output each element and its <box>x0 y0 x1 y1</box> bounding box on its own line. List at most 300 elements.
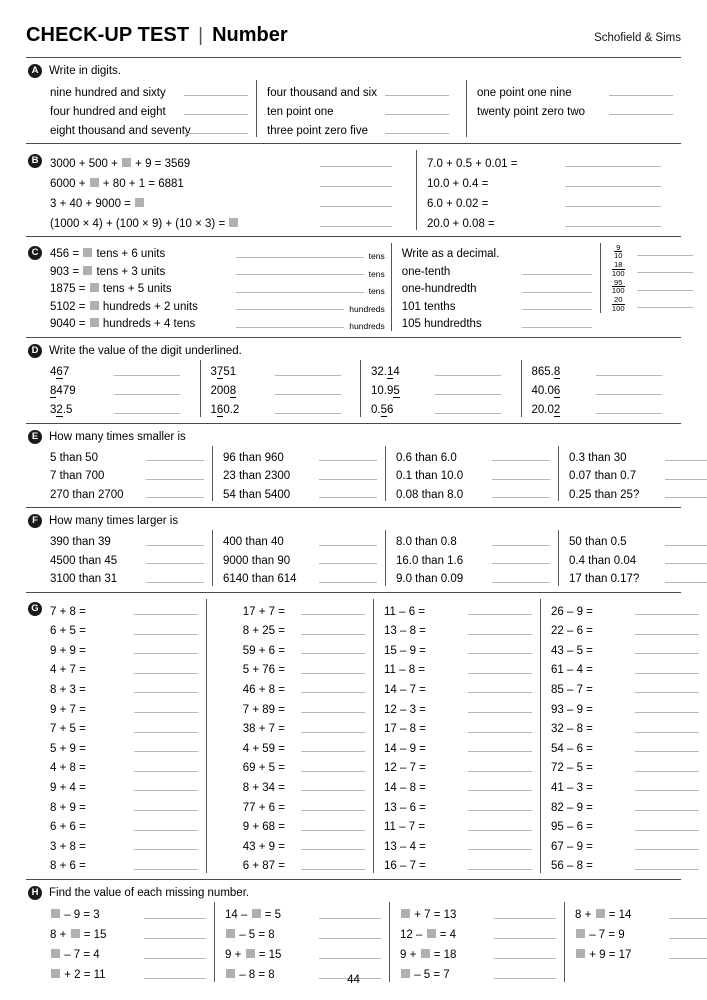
underlined-digit: 2 <box>553 404 561 416</box>
question-text: 7 than 700 <box>50 470 105 482</box>
answer-blank[interactable] <box>134 663 198 674</box>
answer-blank[interactable] <box>301 780 365 791</box>
question-text: 14 – 8 = <box>384 781 426 794</box>
question-row <box>384 755 534 775</box>
section-e-head <box>26 430 681 444</box>
answer-blank[interactable] <box>522 299 592 310</box>
underlined-digit: 8 <box>50 385 57 397</box>
answer-blank[interactable] <box>146 487 204 498</box>
answer-blank[interactable] <box>635 741 699 752</box>
answer-blank[interactable] <box>275 403 341 414</box>
question-row <box>50 814 200 834</box>
missing-number-box[interactable] <box>226 929 235 938</box>
answer-blank[interactable] <box>435 403 501 414</box>
question-row <box>402 278 594 296</box>
answer-blank[interactable] <box>301 663 365 674</box>
question-text: 6000 + + 80 + 1 = 6881 <box>50 177 184 190</box>
answer-blank[interactable] <box>301 820 365 831</box>
question-row <box>50 696 200 716</box>
answer-blank[interactable] <box>665 553 707 564</box>
question-row <box>402 261 594 279</box>
answer-blank[interactable] <box>635 682 699 693</box>
question-text: 8.0 than 0.8 <box>396 536 457 548</box>
question-row <box>50 296 385 314</box>
section-e-column-4 <box>558 446 707 502</box>
question-text: + 2 = 11 <box>50 969 136 982</box>
question-row <box>569 567 707 586</box>
missing-number-box[interactable] <box>576 949 585 958</box>
answer-blank[interactable] <box>565 156 661 167</box>
answer-blank[interactable] <box>319 450 377 461</box>
answer-blank[interactable] <box>468 624 532 635</box>
missing-number-box[interactable] <box>576 929 585 938</box>
answer-blank[interactable] <box>468 800 532 811</box>
answer-blank[interactable] <box>596 403 662 414</box>
question-row <box>427 150 675 170</box>
question-row <box>50 313 385 331</box>
answer-blank[interactable] <box>320 176 392 187</box>
question-text: 46 + 8 = <box>242 683 285 696</box>
question-row <box>50 716 200 736</box>
answer-blank[interactable] <box>637 280 693 291</box>
answer-blank[interactable] <box>320 156 392 167</box>
underlined-digit: 1 <box>387 366 394 378</box>
question-row <box>400 902 558 922</box>
missing-number-box[interactable] <box>229 218 238 227</box>
section-c-columns <box>26 243 681 331</box>
answer-blank[interactable] <box>492 450 550 461</box>
answer-blank[interactable] <box>637 262 693 273</box>
section-d-column-1 <box>50 360 200 417</box>
answer-blank[interactable] <box>492 487 550 498</box>
answer-blank[interactable] <box>301 604 365 615</box>
question-text: 13 – 6 = <box>384 801 426 814</box>
missing-number-box[interactable] <box>401 909 410 918</box>
question-row <box>223 549 379 568</box>
answer-blank[interactable] <box>134 800 198 811</box>
answer-blank[interactable] <box>468 682 532 693</box>
question-row <box>211 360 355 379</box>
question-text: 7 + 5 = <box>50 723 86 736</box>
answer-blank[interactable] <box>635 761 699 772</box>
answer-blank[interactable] <box>134 780 198 791</box>
section-badge-b: B <box>28 154 42 168</box>
question-row <box>217 834 367 854</box>
question-text: 67 – 9 = <box>551 840 593 853</box>
question-text: 9 + 7 = <box>50 703 86 716</box>
question-row <box>396 567 552 586</box>
question-text: 41 – 3 = <box>551 781 593 794</box>
answer-blank[interactable] <box>134 604 198 615</box>
answer-blank[interactable] <box>565 176 661 187</box>
question-row <box>384 853 534 873</box>
question-row <box>371 398 515 417</box>
question-text: 95 – 6 = <box>551 821 593 834</box>
question-row <box>371 379 515 398</box>
section-c-column-left <box>50 243 391 331</box>
answer-blank[interactable] <box>134 741 198 752</box>
question-row <box>217 853 367 873</box>
answer-blank[interactable] <box>468 839 532 850</box>
answer-blank[interactable] <box>635 604 699 615</box>
section-e-column-2 <box>212 446 385 502</box>
answer-blank[interactable] <box>468 820 532 831</box>
answer-blank[interactable] <box>319 908 381 919</box>
answer-blank[interactable] <box>319 469 377 480</box>
missing-number-box[interactable] <box>71 929 80 938</box>
answer-blank[interactable] <box>144 948 206 959</box>
answer-blank[interactable] <box>635 663 699 674</box>
section-c <box>26 237 681 338</box>
answer-blank[interactable] <box>669 948 707 959</box>
answer-blank[interactable] <box>134 839 198 850</box>
question-text: 3000 + 500 + + 9 = 3569 <box>50 157 191 170</box>
missing-number-box[interactable] <box>90 301 99 310</box>
answer-blank[interactable] <box>665 450 707 461</box>
answer-blank[interactable] <box>637 297 693 308</box>
answer-blank[interactable] <box>320 216 392 227</box>
underlined-digit: 8 <box>553 366 561 378</box>
answer-blank[interactable] <box>146 469 204 480</box>
question-text: 7.0 + 0.5 + 0.01 = <box>426 157 518 170</box>
answer-blank[interactable] <box>468 604 532 615</box>
missing-number-box[interactable] <box>90 318 99 327</box>
question-text: + 9 = 17 <box>575 949 661 962</box>
question-row <box>396 549 552 568</box>
section-a-head <box>26 64 681 78</box>
answer-blank[interactable] <box>635 624 699 635</box>
answer-blank[interactable] <box>146 535 204 546</box>
answer-blank[interactable] <box>635 780 699 791</box>
question-text: 270 than 2700 <box>50 488 124 501</box>
missing-number-box[interactable] <box>51 949 60 958</box>
question-row <box>551 853 701 873</box>
answer-blank[interactable] <box>635 839 699 850</box>
answer-blank[interactable] <box>609 104 673 115</box>
question-text: 59 + 6 = <box>242 644 285 657</box>
answer-blank[interactable] <box>665 487 707 498</box>
question-row <box>396 483 552 502</box>
answer-blank[interactable] <box>275 365 341 376</box>
question-row <box>575 902 707 922</box>
question-row <box>50 360 194 379</box>
answer-blank[interactable] <box>468 722 532 733</box>
question-row <box>50 170 410 190</box>
question-text: 17 + 7 = <box>242 605 285 618</box>
answer-blank[interactable] <box>596 365 662 376</box>
answer-blank[interactable] <box>665 535 707 546</box>
question-row <box>384 599 534 619</box>
answer-blank[interactable] <box>134 643 198 654</box>
answer-blank[interactable] <box>435 365 501 376</box>
question-text: 8 + 3 = <box>50 683 86 696</box>
answer-blank[interactable] <box>301 624 365 635</box>
answer-blank[interactable] <box>635 820 699 831</box>
question-row <box>50 736 200 756</box>
fraction-denominator: 10 <box>614 251 623 261</box>
answer-blank[interactable] <box>301 859 365 870</box>
question-text: 0.3 than 30 <box>569 451 627 464</box>
answer-blank[interactable] <box>492 572 550 583</box>
question-text: 5102 = hundreds + 2 units <box>50 300 198 313</box>
question-text: 5 + 76 = <box>242 664 285 677</box>
answer-blank[interactable] <box>492 469 550 480</box>
section-h-column-3 <box>389 902 564 982</box>
section-g-column-2 <box>206 599 373 873</box>
answer-blank[interactable] <box>301 702 365 713</box>
question-text: 467 <box>50 366 70 378</box>
question-row <box>551 677 701 697</box>
question-text: 4500 than 45 <box>50 554 118 567</box>
section-d <box>26 338 681 424</box>
answer-blank[interactable] <box>114 384 180 395</box>
answer-blank[interactable] <box>468 741 532 752</box>
answer-blank[interactable] <box>146 553 204 564</box>
answer-blank[interactable] <box>236 264 364 275</box>
answer-blank[interactable] <box>635 643 699 654</box>
answer-blank[interactable] <box>236 282 364 293</box>
question-row <box>50 99 250 118</box>
question-row <box>384 716 534 736</box>
answer-blank[interactable] <box>114 365 180 376</box>
question-row <box>50 398 194 417</box>
answer-blank[interactable] <box>301 643 365 654</box>
answer-blank[interactable] <box>184 123 248 134</box>
missing-number-box[interactable] <box>252 909 261 918</box>
question-row <box>551 736 701 756</box>
question-text: 6.0 + 0.02 = <box>426 197 489 210</box>
answer-blank[interactable] <box>275 384 341 395</box>
answer-blank[interactable] <box>236 317 344 328</box>
answer-blank[interactable] <box>319 948 381 959</box>
question-row <box>551 775 701 795</box>
answer-blank[interactable] <box>494 908 556 919</box>
answer-blank[interactable] <box>301 761 365 772</box>
question-text: 5 + 9 = <box>50 742 86 755</box>
answer-blank[interactable] <box>301 722 365 733</box>
answer-blank[interactable] <box>635 702 699 713</box>
missing-number-box[interactable] <box>83 266 92 275</box>
answer-blank[interactable] <box>468 643 532 654</box>
section-g <box>26 593 681 880</box>
question-text: 0.07 than 0.7 <box>569 470 637 482</box>
question-row <box>551 814 701 834</box>
section-h-columns <box>26 902 681 982</box>
answer-blank[interactable] <box>492 553 550 564</box>
section-e-columns <box>26 446 681 502</box>
answer-blank[interactable] <box>609 85 673 96</box>
question-row <box>384 834 534 854</box>
question-text: 13 – 8 = <box>384 625 426 638</box>
answer-blank[interactable] <box>468 663 532 674</box>
answer-blank[interactable] <box>468 702 532 713</box>
question-text: 16 – 7 = <box>384 860 426 873</box>
question-row <box>50 118 250 137</box>
question-row <box>551 755 701 775</box>
section-a-instruction: Write in digits. <box>49 65 122 77</box>
question-row <box>575 942 707 962</box>
answer-blank[interactable] <box>494 948 556 959</box>
question-text: 61 – 4 = <box>551 664 593 677</box>
answer-blank[interactable] <box>435 384 501 395</box>
answer-blank[interactable] <box>319 928 381 939</box>
answer-blank[interactable] <box>144 908 206 919</box>
section-f-column-1 <box>50 530 212 586</box>
question-text: 20.02 <box>531 404 561 416</box>
answer-blank[interactable] <box>134 682 198 693</box>
answer-blank[interactable] <box>134 702 198 713</box>
answer-blank[interactable] <box>522 282 592 293</box>
answer-blank[interactable] <box>665 469 707 480</box>
answer-blank[interactable] <box>134 859 198 870</box>
answer-blank[interactable] <box>320 196 392 207</box>
section-c-column-fractions <box>600 243 707 331</box>
section-d-column-4 <box>521 360 682 417</box>
fraction-denominator: 100 <box>611 268 625 278</box>
underlined-digit: 6 <box>553 385 561 397</box>
question-row <box>223 530 379 549</box>
answer-blank[interactable] <box>492 535 550 546</box>
answer-blank[interactable] <box>468 780 532 791</box>
question-text: 8 + 34 = <box>242 781 285 794</box>
answer-unit: tens <box>368 268 385 279</box>
missing-number-box[interactable] <box>135 198 144 207</box>
answer-blank[interactable] <box>635 722 699 733</box>
answer-blank[interactable] <box>385 85 449 96</box>
page-title <box>26 24 288 47</box>
question-row <box>569 446 707 465</box>
answer-blank[interactable] <box>301 839 365 850</box>
question-row <box>217 716 367 736</box>
section-e-column-3 <box>385 446 558 502</box>
answer-blank[interactable] <box>319 572 377 583</box>
question-text: 1875 = tens + 5 units <box>50 283 172 295</box>
answer-blank[interactable] <box>134 761 198 772</box>
instruction-row <box>402 243 594 261</box>
question-row <box>217 775 367 795</box>
underlined-digit: 6 <box>216 404 224 416</box>
question-row <box>477 99 675 118</box>
answer-blank[interactable] <box>236 247 364 258</box>
question-text: 10.0 + 0.4 = <box>426 177 489 190</box>
question-text: 0.4 than 0.04 <box>569 554 637 567</box>
section-f-column-3 <box>385 530 558 586</box>
answer-blank[interactable] <box>635 800 699 811</box>
missing-number-box[interactable] <box>427 929 436 938</box>
title-separator: | <box>198 25 204 46</box>
question-text: 12 – = 4 <box>400 929 457 942</box>
missing-number-box[interactable] <box>421 949 430 958</box>
answer-blank[interactable] <box>146 450 204 461</box>
question-row <box>50 853 200 873</box>
answer-blank[interactable] <box>669 908 707 919</box>
answer-blank[interactable] <box>635 859 699 870</box>
section-f-column-2 <box>212 530 385 586</box>
question-text: 43 – 5 = <box>551 644 593 657</box>
question-row <box>569 549 707 568</box>
answer-blank[interactable] <box>134 624 198 635</box>
section-e-column-1 <box>50 446 212 502</box>
question-row <box>211 398 355 417</box>
section-a-column-1 <box>50 80 256 137</box>
answer-blank[interactable] <box>468 859 532 870</box>
missing-number-box[interactable] <box>596 909 605 918</box>
answer-blank[interactable] <box>319 553 377 564</box>
answer-blank[interactable] <box>596 384 662 395</box>
answer-blank[interactable] <box>184 104 248 115</box>
answer-blank[interactable] <box>385 123 449 134</box>
question-row <box>217 657 367 677</box>
question-text: 11 – 7 = <box>384 821 426 834</box>
section-b-column-left <box>50 150 416 230</box>
answer-blank[interactable] <box>301 800 365 811</box>
question-row <box>50 278 385 296</box>
answer-blank[interactable] <box>301 741 365 752</box>
missing-number-box[interactable] <box>90 178 99 187</box>
fraction-numerator: 9 <box>616 242 621 252</box>
question-text: – 7 = 4 <box>50 949 136 962</box>
answer-blank[interactable] <box>494 928 556 939</box>
question-text: 903 = tens + 3 units <box>50 265 166 278</box>
missing-number-box[interactable] <box>90 283 99 292</box>
question-row <box>427 210 675 230</box>
answer-blank[interactable] <box>637 245 693 256</box>
question-text: 10.95 <box>371 385 400 397</box>
question-row <box>569 483 707 502</box>
answer-blank[interactable] <box>114 403 180 414</box>
question-row <box>223 464 379 483</box>
question-text: nine hundred and sixty <box>50 86 166 99</box>
missing-number-box[interactable] <box>51 909 60 918</box>
answer-blank[interactable] <box>134 722 198 733</box>
section-c-column-middle <box>391 243 600 331</box>
question-row <box>384 696 534 716</box>
question-row <box>569 464 707 483</box>
answer-blank[interactable] <box>236 299 344 310</box>
answer-blank[interactable] <box>319 487 377 498</box>
question-text: 0.08 than 8.0 <box>396 488 464 501</box>
fraction-denominator: 100 <box>611 286 625 296</box>
answer-blank[interactable] <box>565 216 661 227</box>
missing-number-box[interactable] <box>83 248 92 257</box>
answer-blank[interactable] <box>146 572 204 583</box>
question-text: – 5 = 7 <box>400 969 486 982</box>
question-text: 5 than 50 <box>50 451 98 464</box>
answer-blank[interactable] <box>669 928 707 939</box>
missing-number-box[interactable] <box>246 949 255 958</box>
answer-blank[interactable] <box>385 104 449 115</box>
question-row <box>400 922 558 942</box>
missing-number-box[interactable] <box>122 158 131 167</box>
question-text: 8 + 6 = <box>50 860 86 873</box>
question-row <box>396 530 552 549</box>
question-text: 82 – 9 = <box>551 801 593 814</box>
answer-blank[interactable] <box>144 928 206 939</box>
answer-blank[interactable] <box>522 317 592 328</box>
question-row <box>575 922 707 942</box>
page-number: 44 <box>347 974 360 986</box>
answer-blank[interactable] <box>565 196 661 207</box>
question-text: 6 + 6 = <box>50 821 86 834</box>
answer-blank[interactable] <box>134 820 198 831</box>
answer-blank[interactable] <box>301 682 365 693</box>
answer-blank[interactable] <box>468 761 532 772</box>
answer-blank[interactable] <box>665 572 707 583</box>
fraction-twenty-hundredths <box>610 296 627 312</box>
answer-blank[interactable] <box>184 85 248 96</box>
answer-blank[interactable] <box>522 264 592 275</box>
answer-blank[interactable] <box>319 535 377 546</box>
